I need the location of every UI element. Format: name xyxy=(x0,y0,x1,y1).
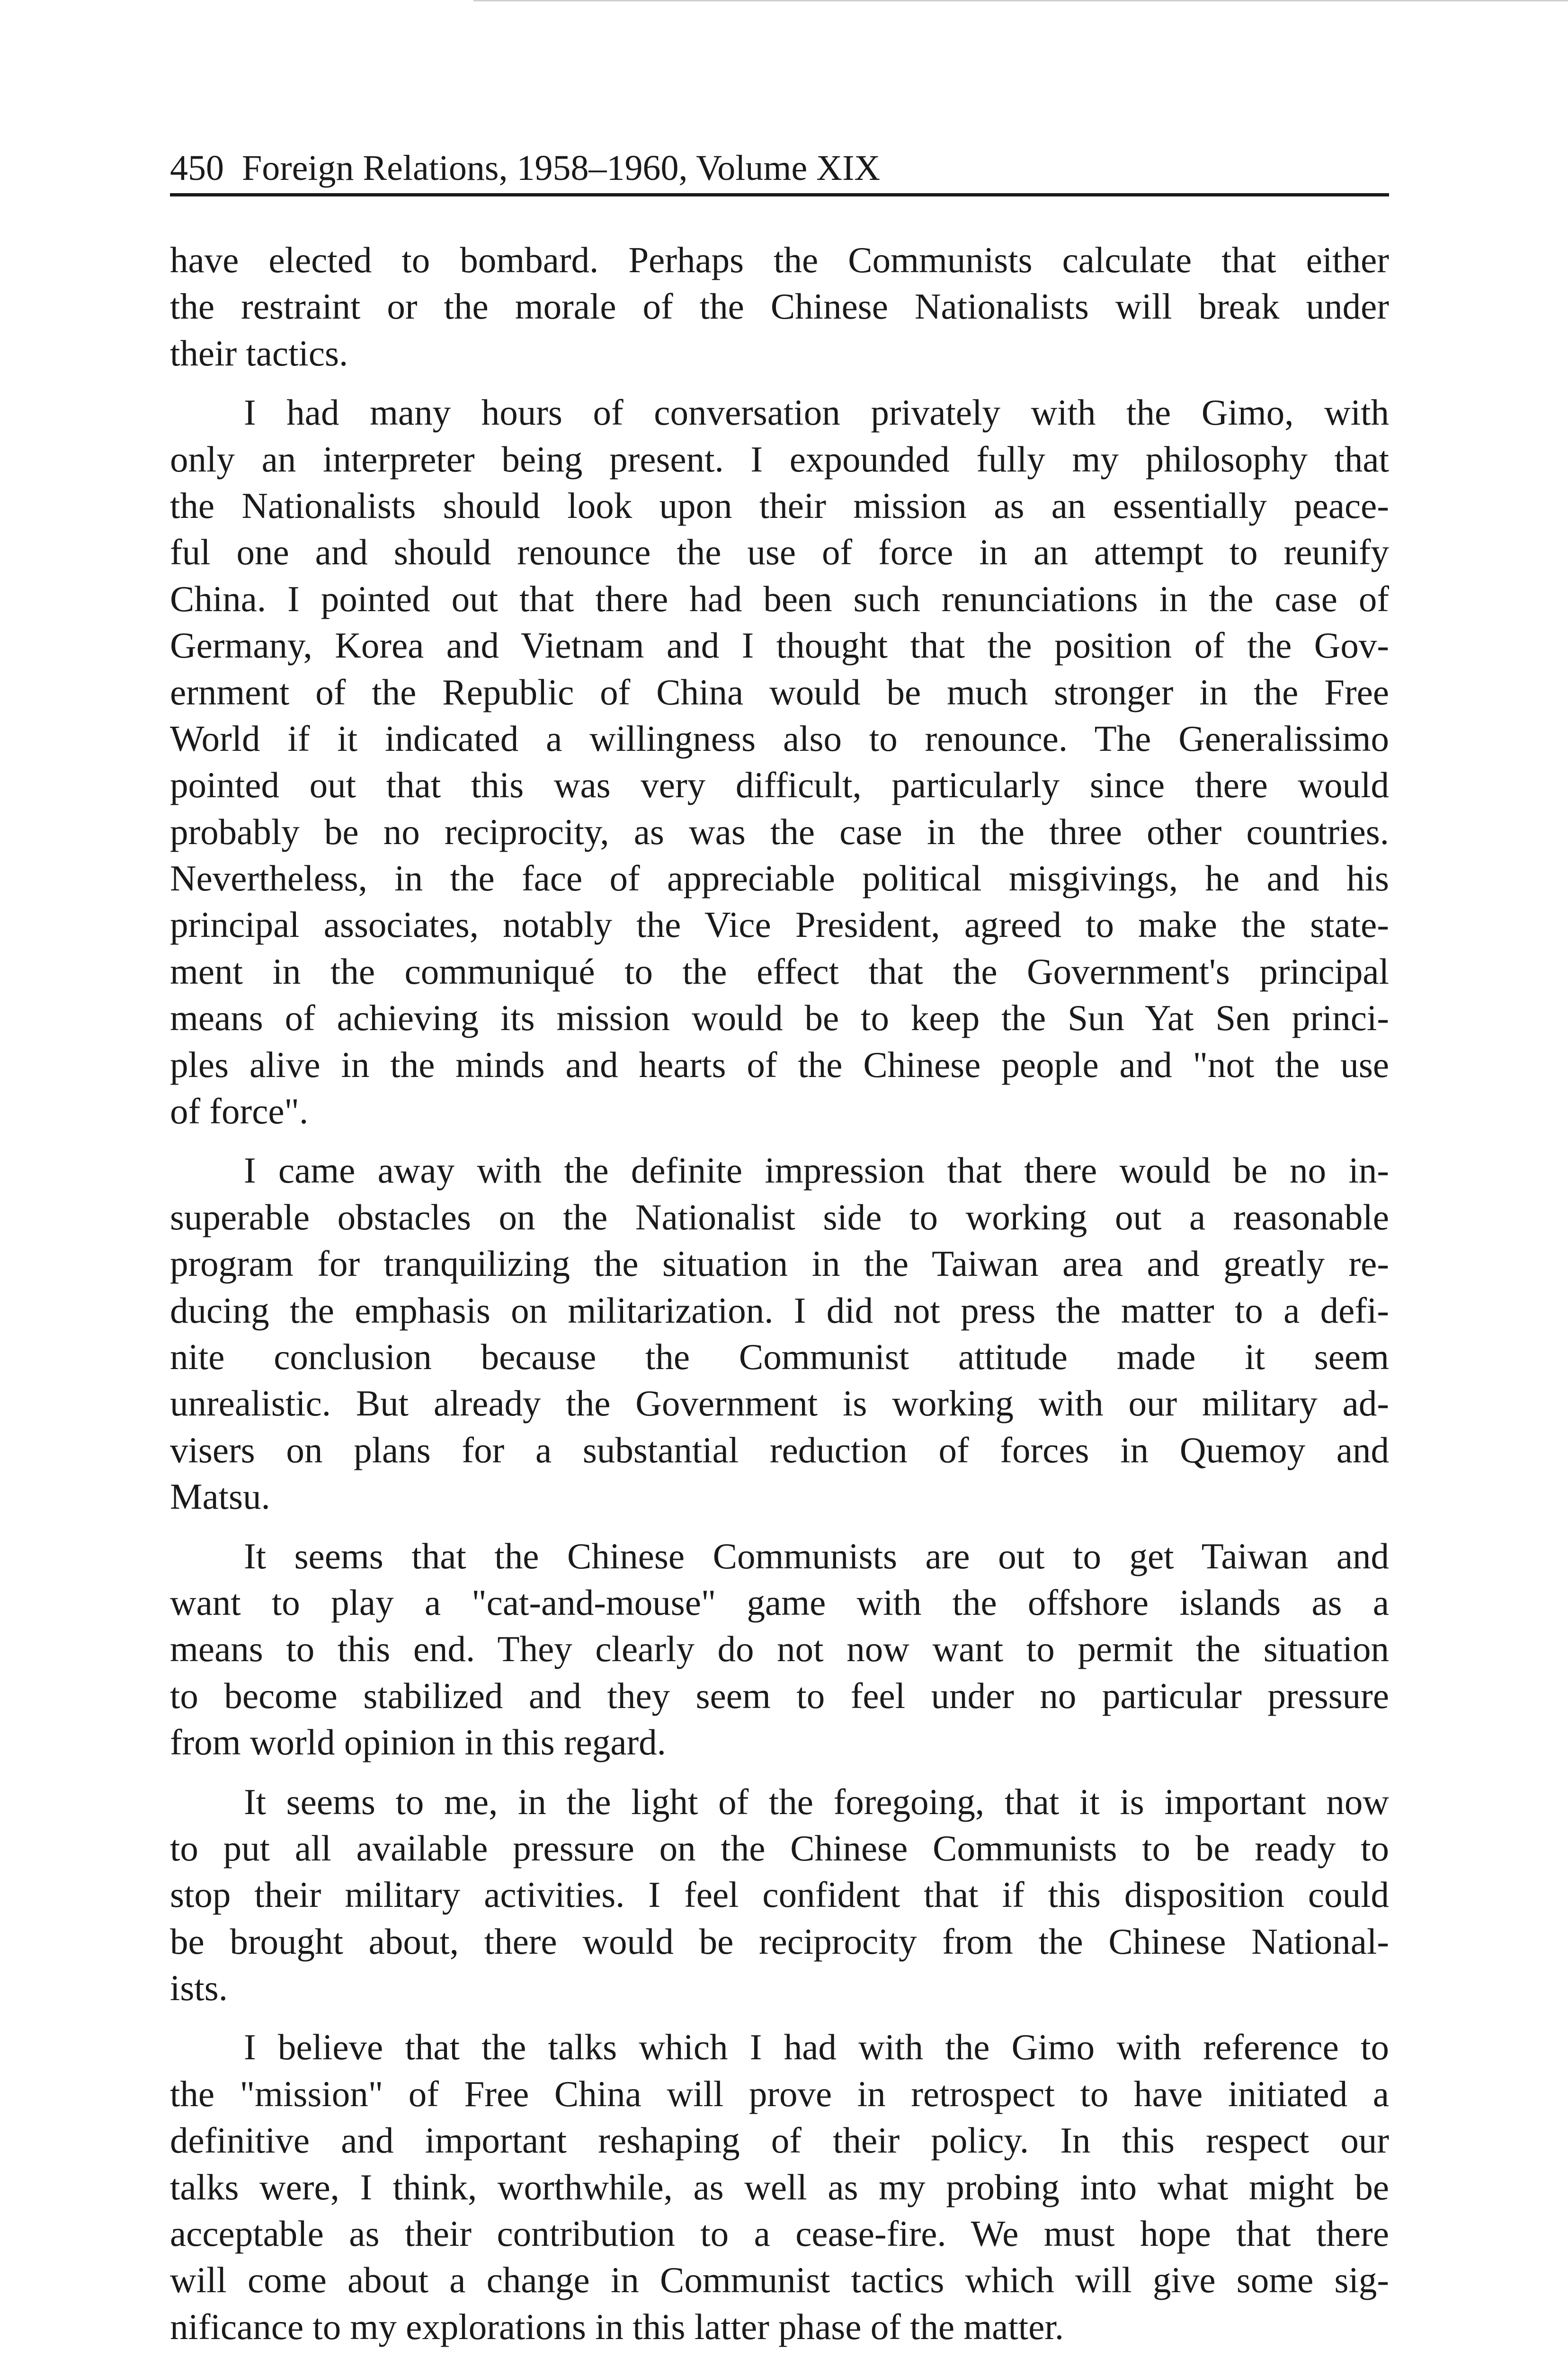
page-number: 450 xyxy=(170,148,224,188)
text-line: ernment of the Republic of China would be much stronger in the Free xyxy=(170,671,1389,712)
text-line: program for tranquilizing the situation in the Taiwan area and greatly re- xyxy=(170,1243,1389,1284)
text-line: ples alive in the minds and hearts of the Chinese people and "not the use xyxy=(170,1044,1389,1085)
text-line: nificance to my explorations in this latter phase of the matter. xyxy=(170,2306,1064,2347)
text-line: ful one and should renounce the use of force in an attempt to reunify xyxy=(170,532,1389,573)
paragraph xyxy=(170,237,1389,376)
text-line: unrealistic. But already the Government is working with our military ad- xyxy=(170,1383,1389,1424)
text-line: of force". xyxy=(170,1091,309,1132)
paragraph xyxy=(170,2024,1389,2350)
text-line: principal associates, notably the Vice President, agreed to make the state- xyxy=(170,904,1389,945)
text-line: means of achieving its mission would be to keep the Sun Yat Sen princi- xyxy=(170,997,1389,1039)
text-line: ists. xyxy=(170,1967,228,2009)
paragraph xyxy=(170,1147,1389,1520)
text-line: visers on plans for a substantial reduction of forces in Quemoy and xyxy=(170,1429,1389,1470)
text-line: the restraint or the morale of the Chinese Nationalists will break under xyxy=(170,286,1389,327)
text-line: probably be no reciprocity, as was the case in the three other countries. xyxy=(170,811,1389,852)
text-line: means to this end. They clearly do not now want to permit the situation xyxy=(170,1628,1389,1670)
text-line: China. I pointed out that there had been such renunciations in the case of xyxy=(170,578,1389,619)
text-line: It seems that the Chinese Communists are out to get Taiwan and xyxy=(244,1535,1389,1576)
text-line: the "mission" of Free China will prove in retrospect to have initiated a xyxy=(170,2073,1389,2114)
text-line: want to play a "cat-and-mouse" game with the offshore islands as a xyxy=(170,1582,1389,1623)
text-line: have elected to bombard. Perhaps the Communists calculate that either xyxy=(170,240,1389,280)
text-line: to become stabilized and they seem to feel under no particular pressure xyxy=(170,1675,1389,1716)
text-line: stop their military activities. I feel confident that if this disposition could xyxy=(170,1874,1389,1915)
text-line: Nevertheless, in the face of appreciable political misgivings, he and his xyxy=(170,858,1389,899)
text-line: World if it indicated a willingness also to renounce. The Generalissimo xyxy=(170,718,1389,759)
text-line: to put all available pressure on the Chinese Communists to be ready to xyxy=(170,1827,1389,1869)
text-line: I came away with the definite impression that there would be no in- xyxy=(244,1150,1389,1191)
text-line: the Nationalists should look upon their mission as an essentially peace- xyxy=(170,485,1389,526)
paragraph xyxy=(170,1533,1389,1766)
text-line: Matsu. xyxy=(170,1476,270,1517)
running-title: Foreign Relations, 1958–1960, Volume XIX xyxy=(242,148,881,188)
text-line: I believe that the talks which I had with the Gimo with reference to xyxy=(244,2027,1389,2068)
text-line: nite conclusion because the Communist attitude made it seem xyxy=(170,1336,1389,1377)
text-line: I had many hours of conversation privately with the Gimo, with xyxy=(244,392,1389,433)
paragraph xyxy=(170,1779,1389,2011)
text-line: Germany, Korea and Vietnam and I thought that the position of the Gov- xyxy=(170,625,1389,666)
text-line: will come about a change in Communist tactics which will give some sig- xyxy=(170,2260,1389,2301)
text-line: acceptable as their contribution to a cease-fire. We must hope that there xyxy=(170,2213,1389,2254)
text-line: talks were, I think, worthwhile, as well as my probing into what might be xyxy=(170,2166,1389,2207)
text-line: ment in the communiqué to the effect that the Government's principal xyxy=(170,951,1389,992)
text-line: pointed out that this was very difficult, particularly since there would xyxy=(170,765,1389,806)
text-line: definitive and important reshaping of their policy. In this respect our xyxy=(170,2120,1389,2161)
text-line: be brought about, there would be reciprocity from the Chinese National- xyxy=(170,1921,1389,1962)
text-line: their tactics. xyxy=(170,332,348,374)
text-line: from world opinion in this regard. xyxy=(170,1722,666,1763)
text-line: It seems to me, in the light of the foregoing, that it is important now xyxy=(244,1781,1389,1822)
text-line: only an interpreter being present. I expounded fully my philosophy that xyxy=(170,438,1389,480)
document-body xyxy=(170,0,1389,2350)
text-line: ducing the emphasis on militarization. I did not press the matter to a defi- xyxy=(170,1290,1389,1331)
paragraph xyxy=(170,389,1389,1134)
text-line: superable obstacles on the Nationalist side to working out a reasonable xyxy=(170,1196,1389,1237)
